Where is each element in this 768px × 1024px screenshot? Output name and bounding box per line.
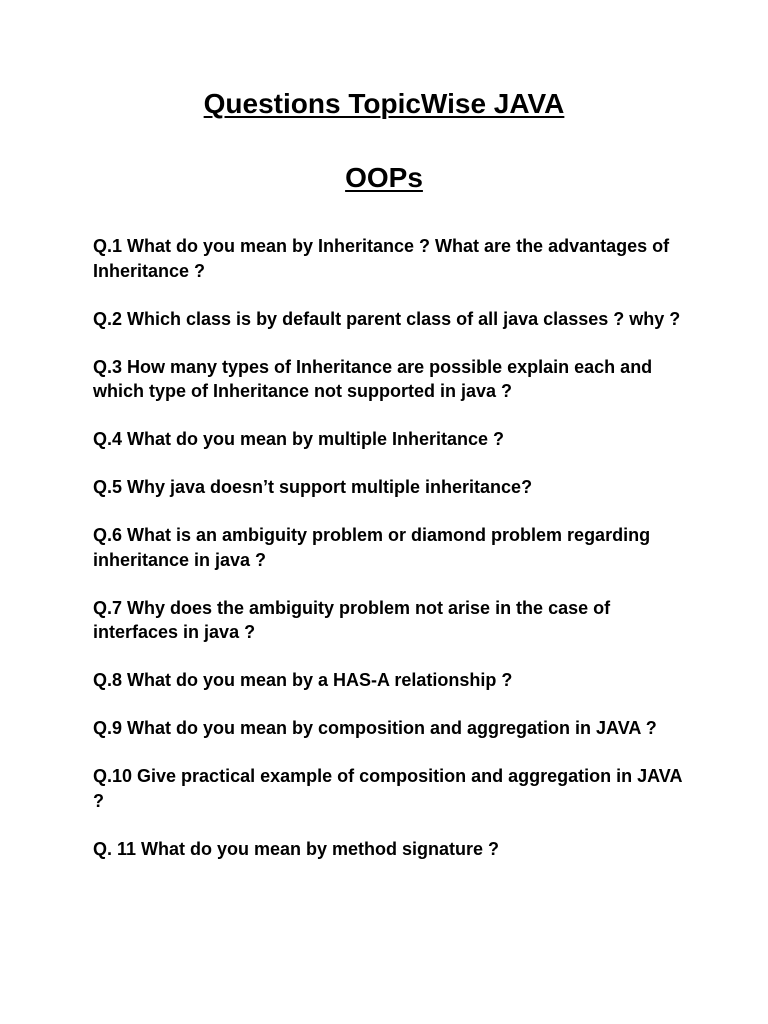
question-item: Q.10 Give practical example of composition and aggregation in JAVA ?	[93, 766, 682, 811]
document-title: Questions TopicWise JAVA	[203, 88, 565, 119]
question-item: Q.7 Why does the ambiguity problem not arise in the case of interfaces in java ?	[93, 597, 611, 642]
question-item: Q.4 What do you mean by multiple Inheritance ?	[93, 429, 505, 449]
section-title: OOPs	[345, 162, 423, 193]
question-item: Q.8 What do you mean by a HAS-A relationship ?	[93, 670, 513, 690]
question-item: Q.9 What do you mean by composition and aggregation in JAVA ?	[93, 718, 657, 738]
question-item: Q.2 Which class is by default parent class of all java classes ? why ?	[93, 308, 681, 329]
question-item: Q. 11 What do you mean by method signature ?	[93, 838, 500, 859]
question-item: Q.3 How many types of Inheritance are possible explain each and which type of Inheritance not supported in java ?	[93, 356, 653, 401]
question-item: Q.1 What do you mean by Inheritance ? What are the advantages of Inheritance ?	[93, 236, 670, 281]
question-item: Q.6 What is an ambiguity problem or diamond problem regarding inheritance in java ?	[93, 525, 651, 570]
question-item: Q.5 Why java doesn’t support multiple inheritance?	[93, 477, 533, 497]
question-list	[93, 234, 693, 885]
